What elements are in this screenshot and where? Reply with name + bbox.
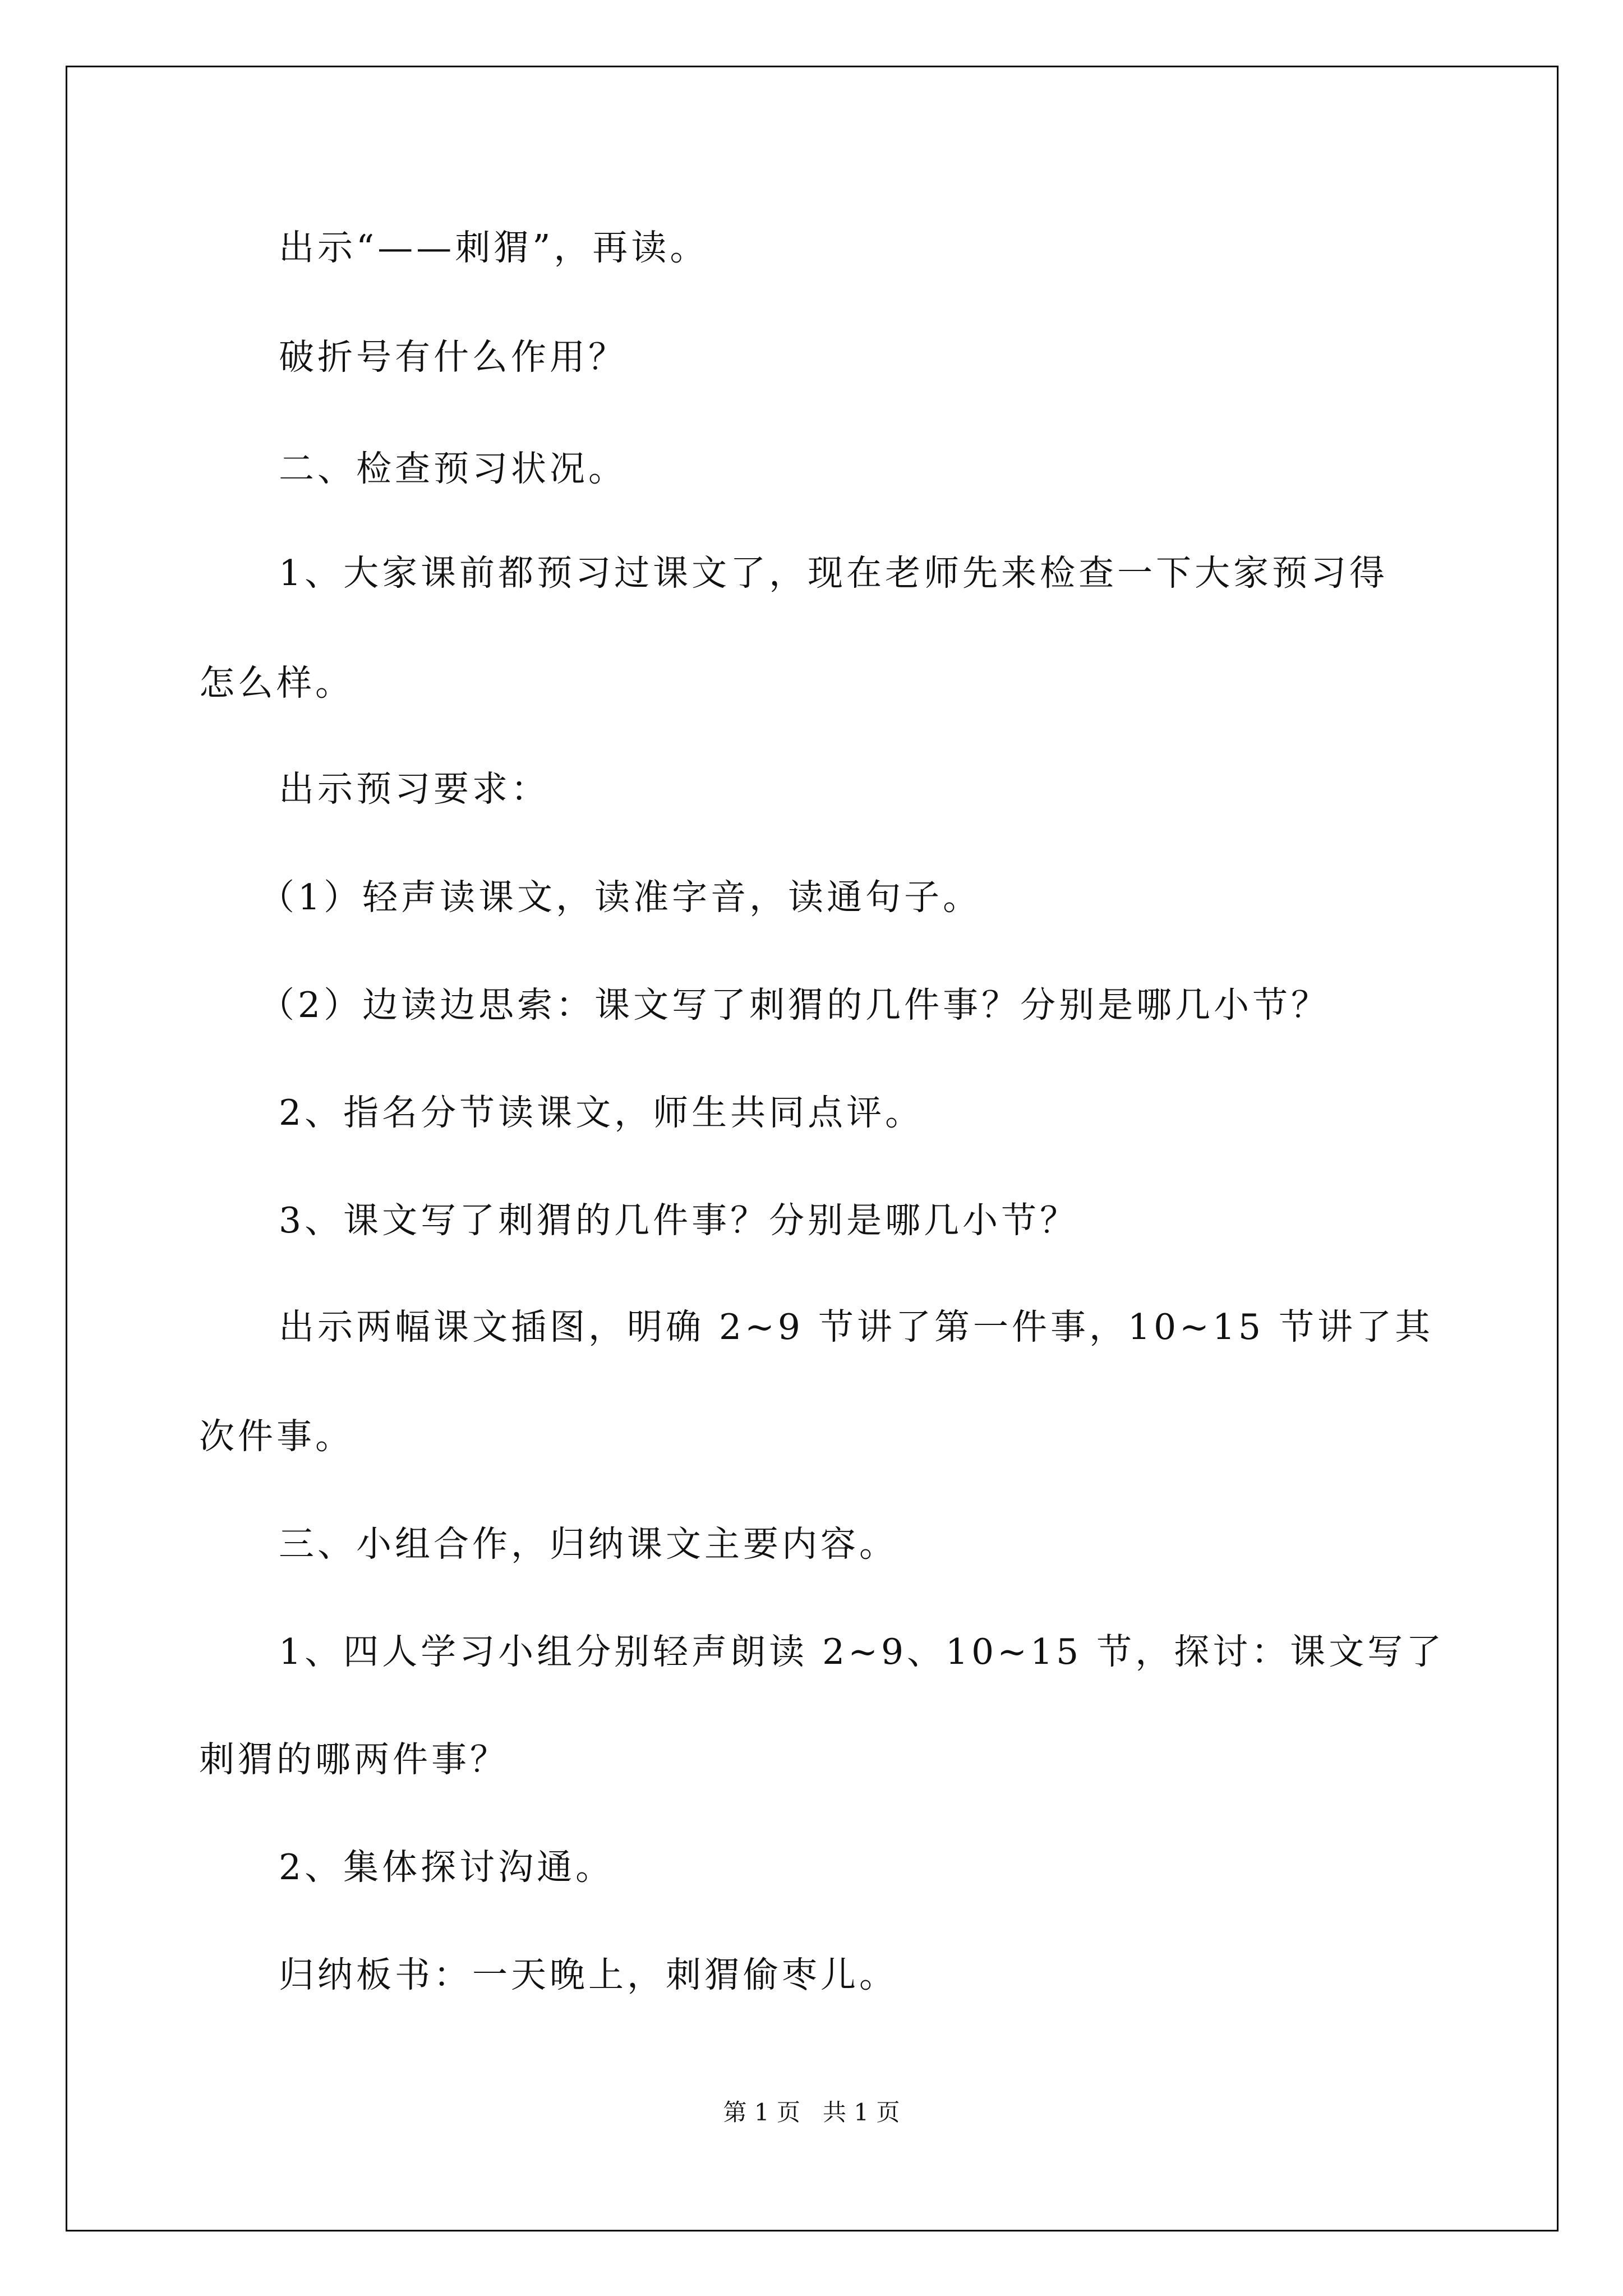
paragraph-line-7: （1）轻声读课文，读准字音，读通句子。 [259,877,982,918]
paragraph-line-5: 怎么样。 [199,662,354,703]
section-heading-3: 三、小组合作，归纳课文主要内容。 [279,1524,898,1565]
paragraph-line-17: 归纳板书：一天晚上，刺猬偷枣儿。 [279,1954,898,1995]
paragraph-line-1: 出示“——刺猬”，再读。 [279,227,709,268]
section-heading-2: 二、检查预习状况。 [279,448,627,489]
paragraph-line-16: 2、集体探讨沟通。 [279,1847,615,1888]
paragraph-line-11: 出示两幅课文插图，明确 2~9 节讲了第一件事，10~15 节讲了其 [279,1306,1434,1347]
paragraph-line-8: （2）边读边思索：课文写了刺猬的几件事？分别是哪几小节？ [259,984,1330,1025]
paragraph-line-10: 3、课文写了刺猬的几件事？分别是哪几小节？ [279,1200,1079,1241]
paragraph-line-15: 刺猬的哪两件事？ [199,1739,509,1780]
page-footer: 第 1 页 共 1 页 [723,2099,900,2126]
paragraph-line-2: 破折号有什么作用？ [279,337,627,378]
paragraph-line-14: 1、四人学习小组分别轻声朗读 2~9、10~15 节，探讨：课文写了 [279,1631,1445,1672]
paragraph-line-9: 2、指名分节读课文，师生共同点评。 [279,1092,924,1133]
paragraph-line-12: 次件事。 [199,1416,354,1457]
paragraph-line-4: 1、大家课前都预习过课文了，现在老师先来检查一下大家预习得 [279,553,1389,593]
paragraph-line-6: 出示预习要求： [279,769,550,809]
